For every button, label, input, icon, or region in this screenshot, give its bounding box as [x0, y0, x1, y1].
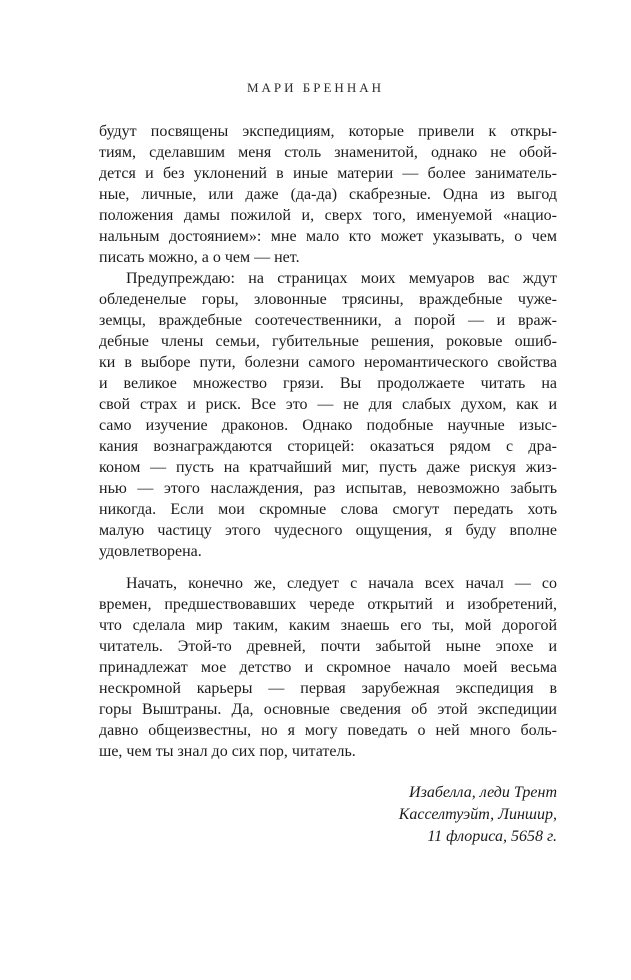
signature-line-author: Изабелла, леди Трент [409, 784, 557, 801]
text-line: ше, чем ты знал до сих пор, читатель. [99, 743, 356, 760]
text-line: времен, предшествовавших череде открытий и изобретений, [99, 596, 557, 613]
text-line: свой страх и риск. Все это — не для слабых духом, как и [99, 396, 557, 413]
text-line: давно общеизвестны, но я могу поведать о ней много боль- [99, 722, 557, 739]
text-line: дется и без уклонений в иные материи — более заниматель- [99, 165, 557, 182]
text-line: и великое множество грязи. Вы продолжаете читать на [99, 375, 557, 392]
text-line: обледенелые горы, зловонные трясины, враждебные чуже- [99, 291, 557, 308]
text-line: нескромной карьеры — первая зарубежная экспедиция в [99, 680, 557, 697]
text-line: читатель. Этой-то древней, почти забытой ныне эпохе и [99, 638, 557, 655]
text-line: кания вознаграждаются сторицей: оказаться рядом с дра- [99, 438, 557, 455]
text-line: горы Выштраны. Да, основные сведения об этой экспедиции [99, 701, 557, 718]
text-line: принадлежат мое детство и скромное начало моей весьма [99, 659, 557, 676]
text-line: коном — пусть на кратчайший миг, пусть даже рискуя жиз- [99, 459, 557, 476]
paragraph-warning [99, 268, 557, 562]
text-line: ки в выборе пути, болезни самого неромантического свойства [99, 354, 557, 371]
signature-line-date: 11 флориса, 5658 г. [427, 828, 557, 845]
text-line: нью — этого наслаждения, раз испытав, невозможно забыть [99, 480, 557, 497]
paragraph-continuation [99, 121, 557, 268]
text-line: Начать, конечно же, следует с начала всех начал — со [126, 575, 557, 592]
text-line: писать можно, а о чем — нет. [99, 249, 300, 266]
text-line: никогда. Если мои скромные слова смогут передать хоть [99, 501, 557, 518]
running-header: МАРИ БРЕННАН [246, 80, 384, 95]
paragraph-beginning [99, 573, 557, 762]
text-line: положения дамы пожилой и, сверх того, именуемой «нацио- [99, 207, 557, 224]
text-line: земцы, враждебные соотечественники, а порой — и враж- [99, 312, 557, 329]
text-line: тиям, сделавшим меня столь знаменитой, однако не обой- [99, 144, 557, 161]
signature-block [99, 782, 557, 848]
text-line: нальным достоянием»: мне мало кто может указывать, о чем [99, 228, 557, 245]
text-line: само изучение драконов. Однако подобные научные изыс- [99, 417, 557, 434]
text-line: что сделала мир таким, каким знаешь его ты, мой дорогой [99, 617, 557, 634]
signature-line-place: Касселтуэйт, Линшир, [398, 806, 557, 823]
text-line: Предупреждаю: на страницах моих мемуаров вас ждут [126, 270, 557, 287]
text-line: ные, личные, или даже (да-да) скабрезные. Одна из выгод [99, 186, 557, 203]
text-line: малую частицу этого чудесного ощущения, я буду вполне [99, 522, 557, 539]
text-line: удовлетворена. [99, 543, 202, 560]
text-line: будут посвящены экспедициям, которые привели к откры- [99, 123, 557, 140]
body-text [99, 121, 557, 848]
text-line: дебные члены семьи, губительные решения, роковые ошиб- [99, 333, 557, 350]
